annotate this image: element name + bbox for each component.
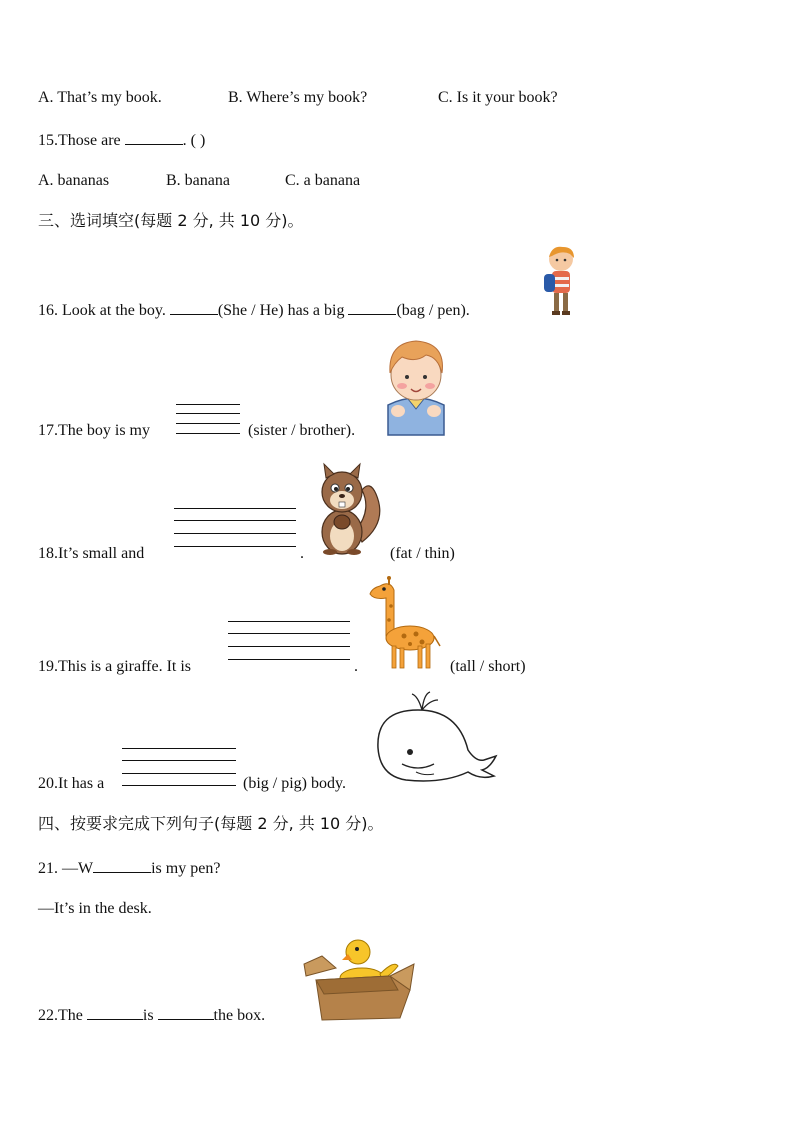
q22-blank-1[interactable]	[87, 1005, 143, 1020]
q20-prefix: 20.It has a	[38, 775, 105, 792]
q22-text-3: the box.	[213, 1007, 266, 1024]
q16-text-3: (bag / pen).	[396, 302, 470, 319]
q19-writing-lines[interactable]	[228, 621, 352, 663]
q20-options: (big / pig) body.	[243, 775, 346, 792]
q14-option-b: B. Where’s my book?	[228, 89, 368, 106]
q16-blank-1[interactable]	[170, 300, 218, 315]
q22-question	[38, 1005, 265, 1026]
q18-period: .	[300, 545, 304, 562]
duck-in-box-image	[302, 934, 416, 1024]
q17-prefix: 17.The boy is my	[38, 422, 150, 439]
q15-question	[38, 130, 205, 151]
q15-option-c: C. a banana	[285, 172, 361, 189]
q18-options: (fat / thin)	[390, 545, 455, 562]
q14-option-c: C. Is it your book?	[438, 89, 558, 106]
q19-period: .	[354, 658, 358, 675]
q21-blank[interactable]	[93, 858, 151, 873]
q21-text-2: is my pen?	[151, 860, 221, 877]
q14-option-a: A. That’s my book.	[38, 89, 162, 106]
q21-answer: —It’s in the desk.	[38, 900, 152, 917]
q15-text-before: 15.Those are	[38, 132, 125, 149]
q21-text-1: 21. —W	[38, 860, 94, 877]
section4-heading: 四、按要求完成下列句子(每题 2 分, 共 10 分)。	[38, 814, 384, 833]
boy-portrait-image	[380, 335, 452, 437]
whale-image	[372, 690, 500, 786]
q15-text-after: . ( )	[182, 132, 206, 149]
section3-heading: 三、选词填空(每题 2 分, 共 10 分)。	[38, 211, 304, 230]
q16-question	[38, 300, 470, 321]
q15-option-a: A. bananas	[38, 172, 110, 189]
q17-writing-lines[interactable]	[176, 404, 242, 438]
boy-with-backpack-image	[540, 244, 580, 318]
q16-text-2: (She / He) has a big	[217, 302, 349, 319]
q22-blank-2[interactable]	[158, 1005, 214, 1020]
squirrel-image	[312, 460, 384, 558]
q15-blank[interactable]	[125, 130, 183, 145]
q21-question	[38, 858, 220, 879]
q19-prefix: 19.This is a giraffe. It is	[38, 658, 192, 675]
q18-writing-lines[interactable]	[174, 508, 298, 550]
q17-options: (sister / brother).	[248, 422, 356, 439]
q15-option-b: B. banana	[166, 172, 230, 189]
q22-text-2: is	[142, 1007, 158, 1024]
q16-blank-2[interactable]	[348, 300, 396, 315]
giraffe-image	[364, 576, 442, 672]
q18-prefix: 18.It’s small and	[38, 545, 145, 562]
q22-text-1: 22.The	[38, 1007, 87, 1024]
q16-text-1: 16. Look at the boy.	[38, 302, 170, 319]
q20-writing-lines[interactable]	[122, 748, 238, 788]
q19-options: (tall / short)	[450, 658, 526, 675]
